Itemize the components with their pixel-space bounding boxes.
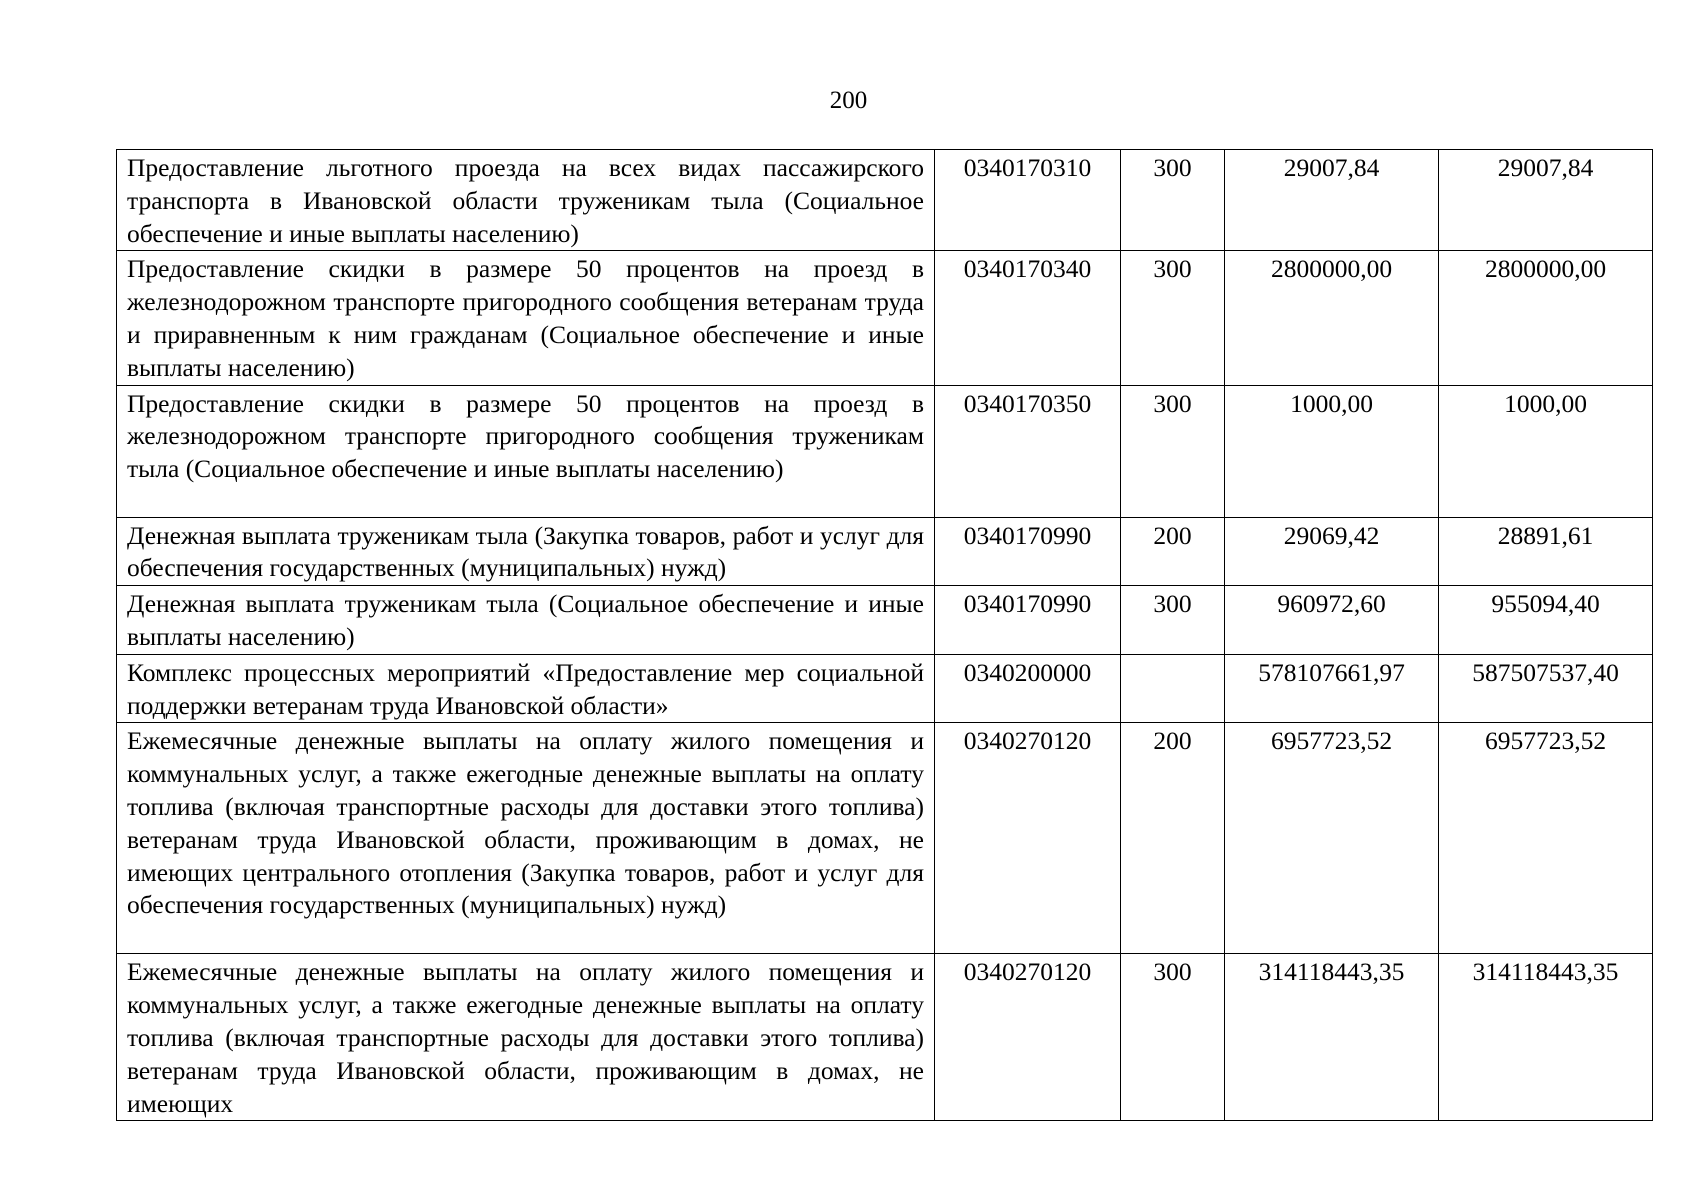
table-row bbox=[117, 723, 1653, 954]
table-row bbox=[117, 251, 1653, 385]
expense-type-cell: 300 bbox=[1121, 954, 1225, 1121]
target-code-cell: 0340170990 bbox=[935, 517, 1121, 586]
amount-year2-cell: 955094,40 bbox=[1439, 586, 1653, 655]
table-row bbox=[117, 517, 1653, 586]
expense-type-cell: 200 bbox=[1121, 723, 1225, 954]
budget-table bbox=[116, 149, 1653, 1121]
amount-year1-cell: 29069,42 bbox=[1225, 517, 1439, 586]
expense-name-cell: Предоставление скидки в размере 50 процентов на проезд в железнодорожном транспорте пригородного сообщения труженикам тыла (Социальное обеспечение и иные выплаты населению) bbox=[117, 385, 935, 517]
amount-year1-cell: 6957723,52 bbox=[1225, 723, 1439, 954]
expense-name-cell: Ежемесячные денежные выплаты на оплату жилого помещения и коммунальных услуг, а также ежегодные денежные выплаты на оплату топлива (включая транспортные расходы для доставки этого топлива) ветеранам труда Ивановской области, проживающим в домах, не имеющих центрального отопления (Закупка товаров, работ и услуг для обеспечения государственных (муниципальных) нужд) bbox=[117, 723, 935, 954]
budget-table-body bbox=[117, 150, 1653, 1121]
amount-year2-cell: 314118443,35 bbox=[1439, 954, 1653, 1121]
amount-year1-cell: 29007,84 bbox=[1225, 150, 1439, 251]
expense-type-cell: 200 bbox=[1121, 517, 1225, 586]
expense-type-cell: 300 bbox=[1121, 251, 1225, 385]
amount-year2-cell: 6957723,52 bbox=[1439, 723, 1653, 954]
expense-name-cell: Денежная выплата труженикам тыла (Закупка товаров, работ и услуг для обеспечения государственных (муниципальных) нужд) bbox=[117, 517, 935, 586]
amount-year2-cell: 1000,00 bbox=[1439, 385, 1653, 517]
expense-type-cell: 300 bbox=[1121, 150, 1225, 251]
target-code-cell: 0340170350 bbox=[935, 385, 1121, 517]
target-code-cell: 0340200000 bbox=[935, 654, 1121, 723]
expense-name-cell: Предоставление льготного проезда на всех видах пассажирского транспорта в Ивановской области труженикам тыла (Социальное обеспечение и иные выплаты населению) bbox=[117, 150, 935, 251]
expense-type-cell bbox=[1121, 654, 1225, 723]
page-number: 200 bbox=[829, 87, 868, 114]
expense-name-cell: Комплекс процессных мероприятий «Предоставление мер социальной поддержки ветеранам труда Ивановской области» bbox=[117, 654, 935, 723]
table-row bbox=[117, 150, 1653, 251]
amount-year2-cell: 587507537,40 bbox=[1439, 654, 1653, 723]
expense-type-cell: 300 bbox=[1121, 586, 1225, 655]
target-code-cell: 0340270120 bbox=[935, 954, 1121, 1121]
amount-year1-cell: 960972,60 bbox=[1225, 586, 1439, 655]
table-row bbox=[117, 586, 1653, 655]
target-code-cell: 0340170990 bbox=[935, 586, 1121, 655]
amount-year2-cell: 28891,61 bbox=[1439, 517, 1653, 586]
target-code-cell: 0340170310 bbox=[935, 150, 1121, 251]
expense-name-cell: Предоставление скидки в размере 50 процентов на проезд в железнодорожном транспорте пригородного сообщения ветеранам труда и приравненным к ним гражданам (Социальное обеспечение и иные выплаты населению) bbox=[117, 251, 935, 385]
expense-name-cell: Денежная выплата труженикам тыла (Социальное обеспечение и иные выплаты населению) bbox=[117, 586, 935, 655]
amount-year1-cell: 314118443,35 bbox=[1225, 954, 1439, 1121]
table-row bbox=[117, 654, 1653, 723]
amount-year1-cell: 2800000,00 bbox=[1225, 251, 1439, 385]
target-code-cell: 0340270120 bbox=[935, 723, 1121, 954]
expense-type-cell: 300 bbox=[1121, 385, 1225, 517]
expense-name-cell: Ежемесячные денежные выплаты на оплату жилого помещения и коммунальных услуг, а также ежегодные денежные выплаты на оплату топлива (включая транспортные расходы для доставки этого топлива) ветеранам труда Ивановской области, проживающим в домах, не имеющих bbox=[117, 954, 935, 1121]
table-row bbox=[117, 385, 1653, 517]
amount-year2-cell: 29007,84 bbox=[1439, 150, 1653, 251]
amount-year2-cell: 2800000,00 bbox=[1439, 251, 1653, 385]
target-code-cell: 0340170340 bbox=[935, 251, 1121, 385]
amount-year1-cell: 1000,00 bbox=[1225, 385, 1439, 517]
amount-year1-cell: 578107661,97 bbox=[1225, 654, 1439, 723]
table-row bbox=[117, 954, 1653, 1121]
